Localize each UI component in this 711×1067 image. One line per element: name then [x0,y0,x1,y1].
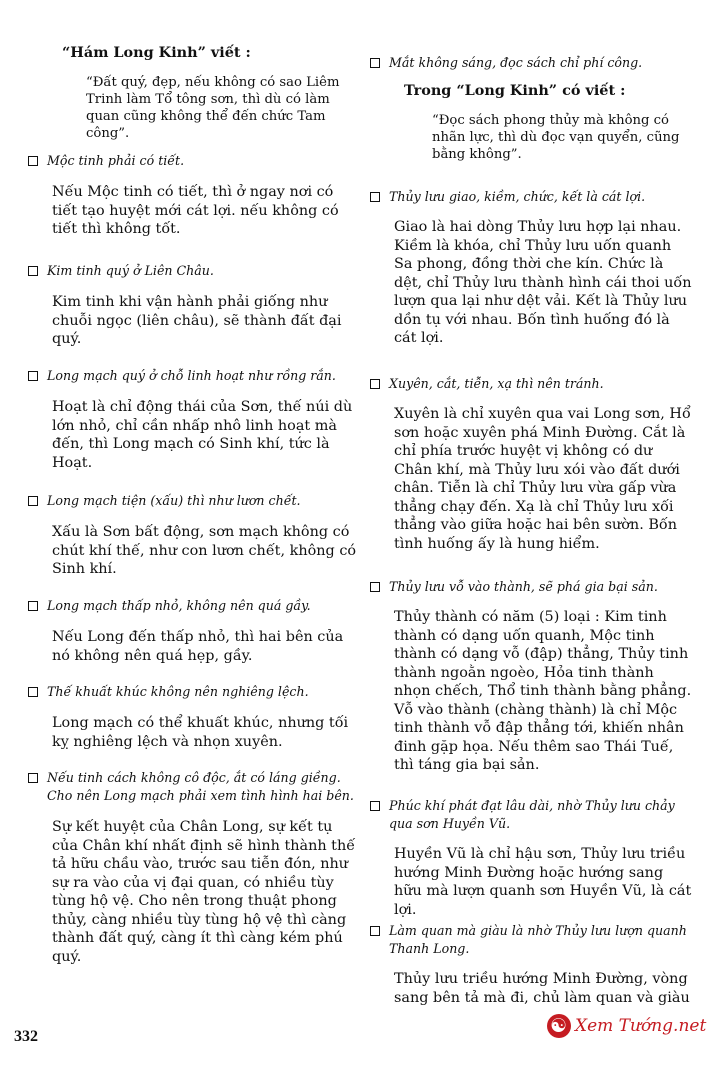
section [28,262,358,349]
section-heading: Long mạch thấp nhỏ, không nên quá gầy. [47,598,311,613]
checkbox-bullet-icon [28,156,38,166]
section [28,769,358,966]
checkbox-bullet-icon [28,687,38,697]
section-heading: Thế khuất khúc không nên nghiêng lệch. [47,684,309,699]
quote-title: Trong “Long Kinh” có viết : [404,82,626,99]
section [28,367,358,472]
section [370,54,692,72]
section-heading: Làm quan mà giàu là nhờ Thủy lưu lượn quanh Thanh Long. [389,923,687,956]
quote-text: “Đọc sách phong thủy mà không có nhãn lực, thì dù đọc vạn quyển, cũng bằng không”. [432,113,680,162]
section-body: Sự kết huyệt của Chân Long, sự kết tụ của Chân khí nhất định sẽ hình thành thế tả hữu chầu vào, trước sau tiễn đón, như sự ra vào của vị đại quan, có nhiều tùy tùng hộ vệ. Cho nên trong thuật phong thủy, càng nhiều tùy tùng hộ vệ thì càng thành đất quý, càng ít thì càng kém phú quý. [52,819,356,965]
checkbox-bullet-icon [28,773,38,783]
section-heading: Kim tinh quý ở Liên Châu. [47,263,214,278]
section [28,683,358,751]
section-heading: Long mạch tiện (xấu) thì như lươn chết. [47,493,301,508]
checkbox-bullet-icon [370,379,380,389]
intro-quote: “Đất quý, đẹp, nếu không có sao Liêm Trinh làm Tổ tông sơn, thì dù có làm quan cũng không thể đến chức Tam công”. [86,75,340,141]
checkbox-bullet-icon [370,58,380,68]
section [370,922,692,1007]
section-body: Hoạt là chỉ động thái của Sơn, thế núi dù lớn nhỏ, chỉ cần nhấp nhô linh hoạt mà đến, thì Long mạch có Sinh khí, tức là Hoạt. [52,399,353,471]
section-heading: Long mạch quý ở chỗ linh hoạt như rồng rắn. [47,368,336,383]
section [370,188,692,348]
checkbox-bullet-icon [370,192,380,202]
checkbox-bullet-icon [28,601,38,611]
section [370,375,692,553]
checkbox-bullet-icon [28,266,38,276]
section [28,152,358,239]
watermark-text: Xem Tướng.net [575,1016,707,1036]
section-heading: Phúc khí phát đạt lâu dài, nhờ Thủy lưu chảy qua sơn Huyền Vũ. [389,798,675,831]
checkbox-bullet-icon [28,371,38,381]
section-heading: Mắt không sáng, đọc sách chỉ phí công. [389,55,643,70]
section-body: Kim tinh khi vận hành phải giống như chuỗi ngọc (liên châu), sẽ thành đất đại quý. [52,294,342,347]
section-heading: Mộc tinh phải có tiết. [47,153,185,168]
section [370,797,692,919]
section-heading: Nếu tinh cách không cô độc, ắt có láng giềng. Cho nên Long mạch phải xem tình hình hai bên. [47,770,354,803]
section-body: Xấu là Sơn bất động, sơn mạch không có chút khí thế, như con lươn chết, không có Sinh khí. [52,524,357,577]
section [28,492,358,579]
section-body: Thủy thành có năm (5) loại : Kim tinh thành có dạng uốn quanh, Mộc tinh thành có dạng vỗ (đập) thẳng, Thủy tinh thành ngoằn ngoèo, Hỏa tinh thành nhọn chếch, Thổ tinh thành bằng phẳng. Vỗ vào thành (chàng thành) là chỉ Mộc tinh thành vỗ đập thẳng tới, khiến nhân đinh gặp họa. Nếu thêm sao Thái Tuế, thì táng gia bại sản. [394,609,692,773]
section-heading: Xuyên, cắt, tiễn, xạ thì nên tránh. [389,376,604,391]
section-heading: Thủy lưu vỗ vào thành, sẽ phá gia bại sản. [389,579,658,594]
section-body: Long mạch có thể khuất khúc, nhưng tối kỵ nghiêng lệch và nhọn xuyên. [52,715,349,750]
checkbox-bullet-icon [28,496,38,506]
section [28,597,358,665]
page-number: 332 [14,1028,38,1045]
checkbox-bullet-icon [370,926,380,936]
watermark [547,1014,706,1038]
section-heading: Thủy lưu giao, kiềm, chức, kết là cát lợi. [389,189,646,204]
yin-yang-icon [547,1014,571,1038]
checkbox-bullet-icon [370,801,380,811]
checkbox-bullet-icon [370,582,380,592]
section-body: Giao là hai dòng Thủy lưu hợp lại nhau. Kiềm là khóa, chỉ Thủy lưu uốn quanh Sa phong, đồng thời che kín. Chức là dệt, chỉ Thủy lưu thành hình cái thoi uốn lượn qua lại như dệt vải. Kết là Thủy lưu dồn tụ với nhau. Bốn tình huống đó là cát lợi. [394,219,692,346]
section-body: Thủy lưu triều hướng Minh Đường, vòng sang bên tả mà đi, chủ làm quan và giàu [394,971,690,1006]
section-body: Xuyên là chỉ xuyên qua vai Long sơn, Hổ sơn hoặc xuyên phá Minh Đường. Cắt là chỉ phía trước huyệt vị không có dư Chân khí, mà Thủy lưu xói vào đất dưới chân. Tiễn là chỉ Thủy lưu vừa gấp vừa thẳng chạy đến. Xạ là chỉ Thủy lưu xối thẳng vào giữa hoặc hai bên sườn. Bốn tình huống ấy là hung hiểm. [394,406,691,552]
section-body: Nếu Long đến thấp nhỏ, thì hai bên của nó không nên quá hẹp, gầy. [52,629,344,664]
section [370,578,692,775]
section-body: Huyền Vũ là chỉ hậu sơn, Thủy lưu triều hướng Minh Đường hoặc hướng sang hữu mà lượn quanh sơn Huyền Vũ, là cát lợi. [394,846,692,918]
section-body: Nếu Mộc tinh có tiết, thì ở ngay nơi có tiết tạo huyệt mới cát lợi. nếu không có tiết thì không tốt. [52,184,339,237]
intro-title: “Hám Long Kinh” viết : [62,44,251,61]
